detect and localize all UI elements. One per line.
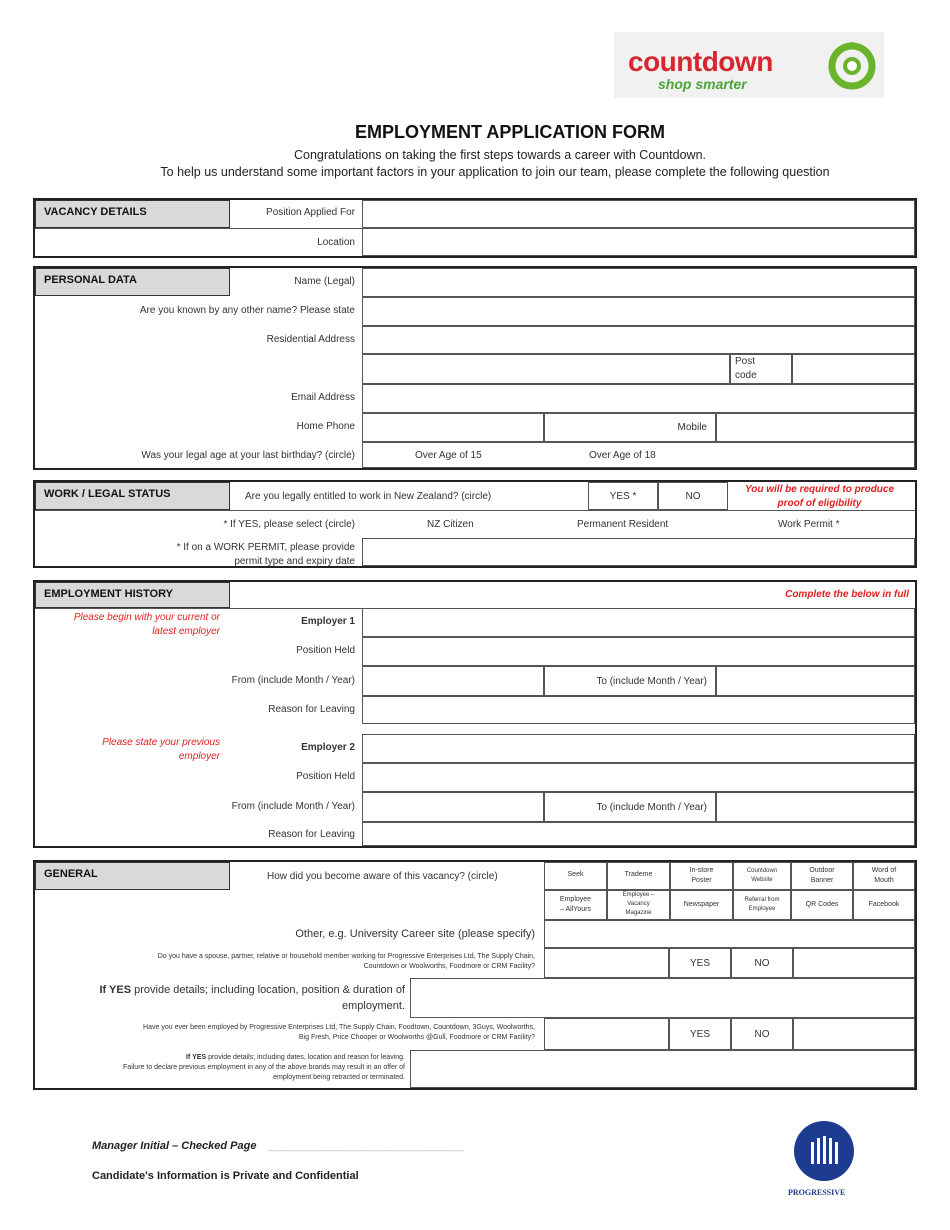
- postcode-input[interactable]: [792, 354, 915, 384]
- option-seek[interactable]: Seek: [544, 862, 607, 890]
- post-label: Post: [735, 356, 756, 367]
- complete-note: Complete the below in full: [785, 589, 909, 600]
- code-label: code: [735, 370, 757, 381]
- position-input[interactable]: [362, 200, 915, 228]
- from-1-label: From (include Month / Year): [231, 675, 355, 686]
- position-2-label: Position Held: [296, 771, 355, 782]
- postcode-label-cell: [730, 354, 792, 384]
- option-facebook[interactable]: Facebook: [853, 890, 915, 920]
- personal-heading: PERSONAL DATA: [35, 268, 230, 296]
- name-label: Name (Legal): [294, 276, 355, 287]
- option-qr-codes[interactable]: QR Codes: [791, 890, 853, 920]
- reason-2-label: Reason for Leaving: [268, 829, 355, 840]
- if-permit-label-1: * If on a WORK PERMIT, please provide: [176, 542, 355, 553]
- aware-question: How did you become aware of this vacancy? (circle): [267, 871, 498, 882]
- to-2-label-cell: [544, 792, 716, 822]
- position-1-label: Position Held: [296, 645, 355, 656]
- option-instore-poster[interactable]: In-store Poster: [670, 862, 733, 890]
- location-label: Location: [317, 237, 355, 248]
- spouse-no-option[interactable]: NO: [731, 948, 793, 978]
- work-permit-option[interactable]: Work Permit *: [778, 519, 840, 530]
- other-name-input[interactable]: [362, 297, 915, 326]
- position-2-input[interactable]: [362, 763, 915, 792]
- to-2-label: To (include Month / Year): [596, 802, 707, 813]
- prev-details-label-2: Failure to declare previous employment in any of the above brands may result in an offer of: [123, 1064, 405, 1071]
- countdown-logo: [614, 32, 884, 98]
- eligibility-note-1: You will be required to produce: [744, 484, 895, 495]
- history-heading: EMPLOYMENT HISTORY: [35, 582, 230, 608]
- home-phone-label: Home Phone: [296, 421, 355, 432]
- option-employee-allyours[interactable]: Employee – AllYours: [544, 890, 607, 920]
- mobile-input[interactable]: [716, 413, 915, 442]
- form-title: EMPLOYMENT APPLICATION FORM: [355, 122, 665, 142]
- progressive-label: PROGRESSIVE: [788, 1188, 846, 1197]
- personal-section: [33, 266, 917, 470]
- countdown-leaf-icon: [826, 40, 878, 90]
- option-referral[interactable]: Referral from Employee: [733, 890, 791, 920]
- address-input-1[interactable]: [362, 326, 915, 354]
- email-input[interactable]: [362, 384, 915, 413]
- option-newspaper[interactable]: Newspaper: [670, 890, 733, 920]
- option-employee-magazine[interactable]: Employee – Vacancy Magazine: [607, 890, 670, 920]
- from-2-input[interactable]: [362, 792, 544, 822]
- spouse-question-2: Countdown or Woolworths, Foodmore or CRM Facility?: [363, 963, 535, 970]
- permit-details-input[interactable]: [362, 538, 915, 566]
- progressive-logo-icon: [793, 1120, 855, 1182]
- work-heading: WORK / LEGAL STATUS: [35, 482, 230, 510]
- history-section: [33, 580, 917, 848]
- work-question: Are you legally entitled to work in New Zealand? (circle): [245, 491, 492, 502]
- to-1-label: To (include Month / Year): [596, 676, 707, 687]
- age-question: Was your legal age at your last birthday? (circle): [141, 450, 355, 461]
- employer-2-input[interactable]: [362, 734, 915, 763]
- prev-details-label-3: employment being retracted or terminated.: [273, 1074, 405, 1081]
- begin-note-2: latest employer: [152, 626, 220, 637]
- email-label: Email Address: [291, 392, 355, 403]
- manager-initial-label: Manager Initial – Checked Page ________________________________: [92, 1140, 464, 1152]
- home-phone-input[interactable]: [362, 413, 544, 442]
- reason-2-input[interactable]: [362, 822, 915, 846]
- prev-employed-extra: [793, 1018, 915, 1050]
- spouse-details-label-2: employment.: [342, 1000, 405, 1012]
- option-word-of-mouth[interactable]: Word of Mouth: [853, 862, 915, 890]
- other-label: Other, e.g. University Career site (please specify): [295, 928, 535, 940]
- intro-line-1: Congratulations on taking the first steps towards a career with Countdown.: [293, 148, 707, 162]
- position-1-input[interactable]: [362, 637, 915, 666]
- general-section: [33, 860, 917, 1090]
- prev-employed-no-option[interactable]: NO: [731, 1018, 793, 1050]
- spouse-details-label-1: If YES provide details; including location, position & duration of: [99, 984, 405, 996]
- prev-employed-question-1: Have you ever been employed by Progressive Enterprises Ltd, The Supply Chain, Foodtown, Countdown, 3Guys, Woolworths,: [143, 1024, 535, 1031]
- option-countdown-website[interactable]: Countdown Website: [733, 862, 791, 890]
- to-1-input[interactable]: [716, 666, 915, 696]
- employer-2-label: Employer 2: [301, 742, 355, 753]
- prev-details-input[interactable]: [410, 1050, 915, 1088]
- from-1-input[interactable]: [362, 666, 544, 696]
- to-1-label-cell: [544, 666, 716, 696]
- from-2-label: From (include Month / Year): [231, 801, 355, 812]
- private-notice: Candidate's Information is Private and Confidential: [92, 1170, 359, 1182]
- option-trademe[interactable]: Trademe: [607, 862, 670, 890]
- prev-details-label-1: If YES provide details; including dates, location and reason for leaving.: [186, 1054, 405, 1061]
- other-input[interactable]: [544, 920, 915, 948]
- other-name-label: Are you known by any other name? Please state: [139, 305, 355, 316]
- address-label: Residential Address: [266, 334, 355, 345]
- logo-brand: countdown: [628, 46, 773, 77]
- prev-employed-question-2: Big Fresh, Price Chooper or Woolworths @Gull, Foodmore or CRM Facility?: [298, 1034, 535, 1041]
- previous-note-1: Please state your previous: [102, 737, 220, 748]
- work-section: [33, 480, 917, 568]
- general-heading: GENERAL: [35, 862, 230, 890]
- spouse-blank: [544, 948, 669, 978]
- intro-line-2: To help us understand some important factors in your application to join our team, please complete the following question: [160, 165, 830, 179]
- to-2-input[interactable]: [716, 792, 915, 822]
- if-permit-label-2: permit type and expiry date: [234, 556, 355, 567]
- previous-note-2: employer: [178, 751, 220, 762]
- reason-1-label: Reason for Leaving: [268, 704, 355, 715]
- employer-1-input[interactable]: [362, 608, 915, 637]
- spouse-details-input[interactable]: [410, 978, 915, 1018]
- prev-employed-blank: [544, 1018, 669, 1050]
- option-outdoor-banner[interactable]: Outdoor Banner: [791, 862, 853, 890]
- work-yes-option[interactable]: YES *: [588, 482, 658, 510]
- prev-employed-yes-option[interactable]: YES: [669, 1018, 731, 1050]
- manager-initial-line[interactable]: ________________________________: [267, 1140, 464, 1152]
- nz-citizen-option[interactable]: NZ Citizen: [427, 519, 474, 530]
- vacancy-heading: VACANCY DETAILS: [35, 200, 230, 228]
- age-18-option[interactable]: Over Age of 18: [589, 450, 656, 461]
- spouse-extra: [793, 948, 915, 978]
- position-label: Position Applied For: [266, 207, 355, 218]
- reason-1-input[interactable]: [362, 696, 915, 724]
- employer-1-label: Employer 1: [301, 616, 355, 627]
- vacancy-section: [33, 198, 917, 258]
- mobile-label: Mobile: [677, 422, 707, 433]
- permanent-resident-option[interactable]: Permanent Resident: [577, 519, 669, 530]
- mobile-label-cell: [544, 413, 716, 442]
- location-input[interactable]: [362, 228, 915, 256]
- begin-note-1: Please begin with your current or: [73, 612, 220, 623]
- if-yes-label: * If YES, please select (circle): [223, 519, 355, 530]
- logo-tagline: shop smarter: [658, 76, 747, 92]
- address-input-2[interactable]: [362, 354, 730, 384]
- work-no-option[interactable]: NO: [658, 482, 728, 510]
- eligibility-note-2: proof of eligibility: [777, 498, 862, 509]
- age-15-option[interactable]: Over Age of 15: [415, 450, 482, 461]
- age-options: [362, 442, 915, 468]
- spouse-question-1: Do you have a spouse, partner, relative or household member working for Progressive Enterprises Ltd, The Supply Chain,: [157, 953, 535, 960]
- spouse-yes-option[interactable]: YES: [669, 948, 731, 978]
- name-input[interactable]: [362, 268, 915, 297]
